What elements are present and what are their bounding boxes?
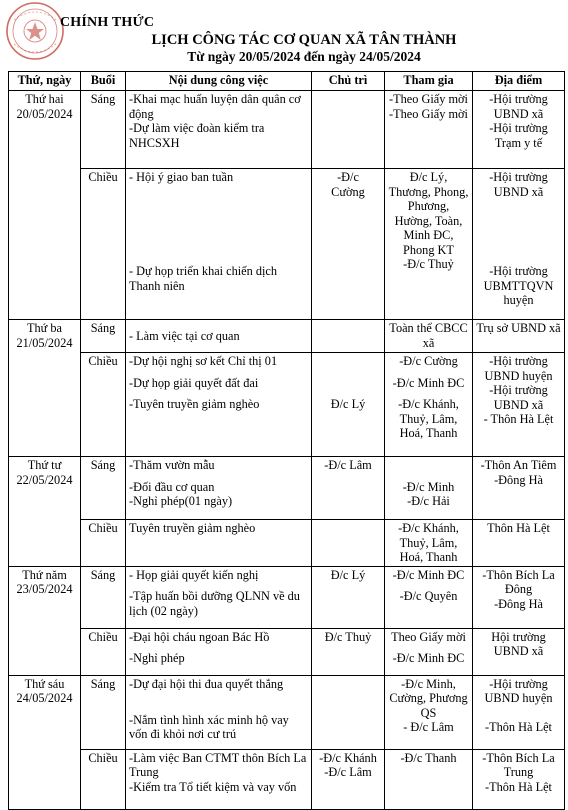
participants-cell: -Đ/c Minh ĐC -Đ/c Quyên — [385, 566, 473, 628]
page-title: LỊCH CÔNG TÁC CƠ QUAN XÃ TÂN THÀNH — [151, 32, 457, 48]
host-cell: Đ/c Thuỷ — [312, 628, 385, 675]
table-row — [9, 628, 565, 675]
session-cell: Chiều — [81, 353, 126, 457]
location-cell: -Thôn Bích La Trung -Thôn Hà Lệt — [473, 749, 565, 809]
day-cell: Thứ sáu 24/05/2024 — [9, 675, 81, 809]
table-row — [9, 320, 565, 353]
participants-cell: Toàn thể CBCC xã — [385, 320, 473, 353]
table-header-row — [9, 72, 565, 91]
content-cell: -Dự hội nghị sơ kết Chỉ thị 01 -Dự họp giải quyết đất đai -Tuyên truyền giảm nghèo — [126, 353, 312, 457]
location-cell: -Hội trường UBND xã -Hội trường UBMTTQVN huyện — [473, 169, 565, 320]
session-cell: Sáng — [81, 675, 126, 749]
col-header-content: Nội dung công việc — [126, 72, 312, 91]
document-header — [0, 0, 568, 70]
table-row — [9, 169, 565, 320]
location-cell: -Thôn Bích La Đông -Đông Hà — [473, 566, 565, 628]
official-label: CHÍNH THỨC — [60, 15, 155, 30]
table-row — [9, 457, 565, 520]
col-header-participants: Tham gia — [385, 72, 473, 91]
participants-cell: -Đ/c Khánh, Thuỷ, Lâm, Hoá, Thanh — [385, 520, 473, 567]
content-cell: -Làm việc Ban CTMT thôn Bích La Trung -Kiểm tra Tổ tiết kiệm và vay vốn — [126, 749, 312, 809]
host-cell — [312, 675, 385, 749]
content-cell: -Dự đại hội thi đua quyết thắng -Nắm tình hình xác minh hộ vay vốn đi khỏi nơi cư trú — [126, 675, 312, 749]
session-cell: Sáng — [81, 91, 126, 169]
day-cell: Thứ ba 21/05/2024 — [9, 320, 81, 457]
session-cell: Sáng — [81, 566, 126, 628]
col-header-host: Chủ trì — [312, 72, 385, 91]
content-cell: -Thăm vườn mẫu -Đối đầu cơ quan -Nghỉ phép(01 ngày) — [126, 457, 312, 520]
host-cell: Đ/c Lý — [312, 566, 385, 628]
host-cell — [312, 91, 385, 169]
content-cell: -Đại hội cháu ngoan Bác Hồ -Nghỉ phép — [126, 628, 312, 675]
schedule-table — [8, 71, 565, 810]
host-cell — [312, 520, 385, 567]
session-cell: Sáng — [81, 320, 126, 353]
location-cell: -Hội trường UBND xã -Hội trường Trạm y tế — [473, 91, 565, 169]
participants-cell: -Đ/c Minh -Đ/c Hải — [385, 457, 473, 520]
col-header-session: Buổi — [81, 72, 126, 91]
table-row — [9, 566, 565, 628]
location-cell: -Thôn An Tiêm -Đông Hà — [473, 457, 565, 520]
location-cell: -Hội trường UBND huyện -Thôn Hà Lệt — [473, 675, 565, 749]
host-cell: -Đ/c Khánh -Đ/c Lâm — [312, 749, 385, 809]
table-row — [9, 91, 565, 169]
table-row — [9, 675, 565, 749]
day-cell: Thứ tư 22/05/2024 — [9, 457, 81, 567]
participants-cell: -Đ/c Minh, Cường, Phương QS - Đ/c Lâm — [385, 675, 473, 749]
content-cell: - Làm việc tại cơ quan — [126, 320, 312, 353]
session-cell: Chiều — [81, 749, 126, 809]
day-cell: Thứ hai 20/05/2024 — [9, 91, 81, 320]
host-cell: -Đ/c Cường — [312, 169, 385, 320]
content-cell: Tuyên truyền giảm nghèo — [126, 520, 312, 567]
location-cell: -Hội trường UBND huyện -Hội trường UBND xã - Thôn Hà Lệt — [473, 353, 565, 457]
participants-cell: -Đ/c Thanh — [385, 749, 473, 809]
col-header-location: Địa điểm — [473, 72, 565, 91]
day-cell: Thứ năm 23/05/2024 — [9, 566, 81, 675]
session-cell: Chiều — [81, 628, 126, 675]
table-row — [9, 353, 565, 457]
host-cell: Đ/c Lý — [312, 353, 385, 457]
host-cell — [312, 320, 385, 353]
content-cell: - Họp giải quyết kiến nghị -Tập huấn bồi dưỡng QLNN về du lịch (02 ngày) — [126, 566, 312, 628]
participants-cell: Đ/c Lý, Thương, Phong, Phương, Hường, Toàn, Minh ĐC, Phong KT -Đ/c Thuỷ — [385, 169, 473, 320]
participants-cell: Theo Giấy mời -Đ/c Minh ĐC — [385, 628, 473, 675]
participants-cell: -Đ/c Cường -Đ/c Minh ĐC -Đ/c Khánh, Thuỷ, Lâm, Hoá, Thanh — [385, 353, 473, 457]
content-cell: - Hội ý giao ban tuần - Dự họp triển khai chiến dịch Thanh niên — [126, 169, 312, 320]
session-cell: Sáng — [81, 457, 126, 520]
date-range-subtitle: Từ ngày 20/05/2024 đến ngày 24/05/2024 — [187, 49, 421, 64]
session-cell: Chiều — [81, 169, 126, 320]
host-cell: -Đ/c Lâm — [312, 457, 385, 520]
location-cell: Hội trường UBND xã — [473, 628, 565, 675]
col-header-day: Thứ, ngày — [9, 72, 81, 91]
content-cell: -Khai mạc huấn luyện dân quân cơ động -Dự làm việc đoàn kiểm tra NHCSXH — [126, 91, 312, 169]
session-cell: Chiều — [81, 520, 126, 567]
table-row — [9, 749, 565, 809]
location-cell: Thôn Hà Lệt — [473, 520, 565, 567]
table-row — [9, 520, 565, 567]
participants-cell: -Theo Giấy mời -Theo Giấy mời — [385, 91, 473, 169]
location-cell: Trụ sở UBND xã — [473, 320, 565, 353]
